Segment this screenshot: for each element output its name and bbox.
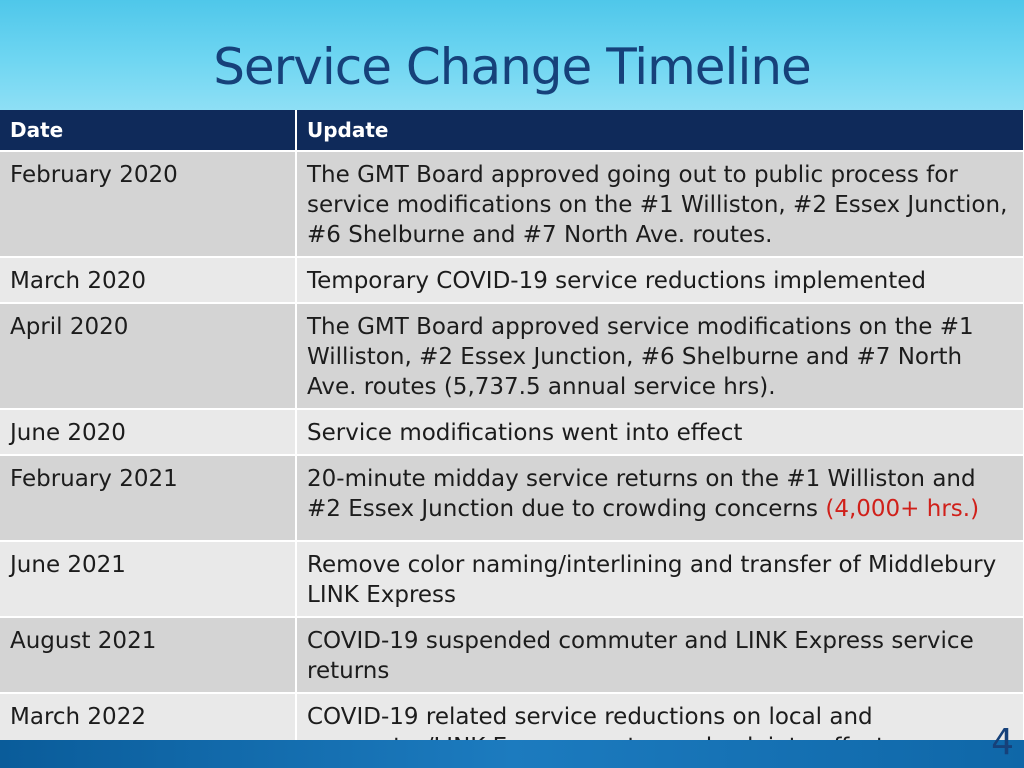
table-row — [0, 151, 1024, 257]
update-cell: The GMT Board approved service modifications on the #1 Williston, #2 Essex Junction, #6 Shelburne and #7 North Ave. routes (5,737.5 annual service hrs). — [296, 303, 1024, 409]
date-cell: August 2021 — [0, 617, 296, 693]
update-cell: Remove color naming/interlining and transfer of Middlebury LINK Express — [296, 541, 1024, 617]
date-cell: June 2020 — [0, 409, 296, 455]
update-cell: COVID-19 suspended commuter and LINK Express service returns — [296, 617, 1024, 693]
update-cell: The GMT Board approved going out to public process for service modifications on the #1 Williston, #2 Essex Junction, #6 Shelburne and #7 North Ave. routes. — [296, 151, 1024, 257]
date-cell: March 2022 — [0, 693, 296, 768]
date-cell: April 2020 — [0, 303, 296, 409]
slide-number: 4 — [991, 722, 1014, 763]
hours-highlight: (4,000+ hrs.) — [825, 496, 980, 522]
update-cell: Service modifications went into effect — [296, 409, 1024, 455]
table-row — [0, 541, 1024, 617]
table-row — [0, 303, 1024, 409]
header-date: Date — [0, 110, 296, 151]
table-row — [0, 409, 1024, 455]
table-row — [0, 257, 1024, 303]
update-cell — [296, 455, 1024, 541]
table-row — [0, 455, 1024, 541]
date-cell: February 2020 — [0, 151, 296, 257]
table-header-row — [0, 110, 1024, 151]
slide-title: Service Change Timeline — [213, 38, 811, 96]
timeline-table — [0, 110, 1024, 768]
update-cell: COVID-19 related service reductions on local and — [296, 693, 1024, 768]
date-cell: March 2020 — [0, 257, 296, 303]
header-update: Update — [296, 110, 1024, 151]
date-cell: June 2021 — [0, 541, 296, 617]
date-cell: February 2021 — [0, 455, 296, 541]
update-text: 20-minute midday service returns on the #1 Williston and #2 Essex Junction due to crowding concerns — [307, 466, 976, 522]
update-cell: Temporary COVID-19 service reductions implemented — [296, 257, 1024, 303]
footer-band — [0, 740, 1024, 768]
table-row — [0, 617, 1024, 693]
